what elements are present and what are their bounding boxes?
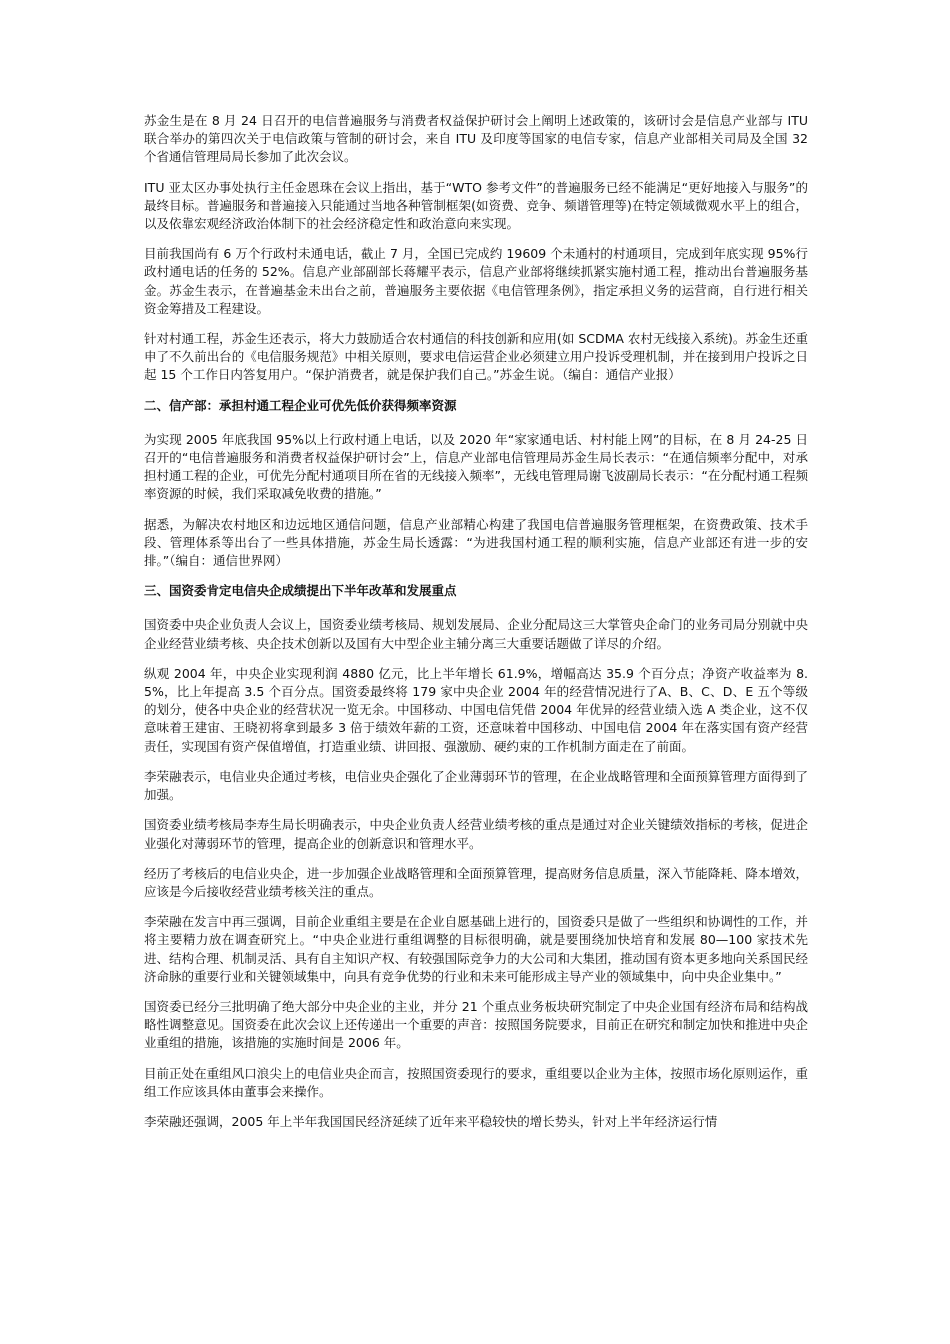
paragraph: 经历了考核后的电信业央企，进一步加强企业战略管理和全面预算管理，提高财务信息质量，深入节能降耗、降本增效，应该是今后接收经营业绩考核关注的重点。 (144, 865, 808, 899)
paragraph: 目前我国尚有 6 万个行政村未通电话，截止 7 月，全国已完成约 19609 个未通村的村通项目，完成到年底实现 95%行政村通电话的任务的 52%。信息产业部副部长蒋耀平表示，信息产业部将继续抓紧实施村通工程，推动出台普遍服务基金。苏金生表示，在普遍基金未出台之前，普遍服务主要依据《电信管理条例》，指定承担义务的运营商，自行进行相关资金筹措及工程建设。 (144, 246, 808, 316)
paragraph: 针对村通工程，苏金生还表示，将大力鼓励适合农村通信的科技创新和应用(如 SCDMA 农村无线接入系统)。苏金生还重申了不久前出台的《电信服务规范》中相关原则，要求电信运营企业必须建立用户投诉受理机制，并在接到用户投诉之日起 15 个工作日内答复用户。“保护消费者，就是保护我们自己。”苏金生说。（编自：通信产业报） (144, 331, 808, 383)
paragraph: ITU 亚太区办事处执行主任金恩珠在会议上指出，基于“WTO 参考文件”的普遍服务已经不能满足“更好地接入与服务”的最终目标。普遍服务和普遍接入只能通过当地各种管制框架(如资费、竞争、频谱管理等)在特定领域微观水平上的组合，以及依靠宏观经济政治体制下的社会经济稳定性和政治意向来实现。 (144, 179, 808, 232)
paragraph: 纵观 2004 年，中央企业实现利润 4880 亿元，比上半年增长 61.9%，增幅高达 35.9 个百分点；净资产收益率为 8.5%，比上年提高 3.5 个百分点。国资委最终将 179 家中央企业 2004 年的经营情况进行了A、B、C、D、E 五个等级的划分，使各中央企业的经营状况一览无余。中国移动、中国电信凭借 2004 年优异的经营业绩入选 A 类企业，这不仅意味着王建宙、王晓初将拿到最多 3 倍于绩效年薪的工资，还意味着中国移动、中国电信 2004 年在落实国有资产经营责任，实现国有资产保值增值，打造重业绩、讲回报、强激励、硬约束的工作机制方面走在了前面。 (144, 665, 808, 754)
section-heading: 三、国资委肯定电信央企成绩提出下半年改革和发展重点 (144, 583, 457, 599)
document-body (144, 112, 808, 1131)
paragraph: 李荣融在发言中再三强调，目前企业重组主要是在企业自愿基础上进行的，国资委只是做了一些组织和协调性的工作，并将主要精力放在调查研究上。“中央企业进行重组调整的目标很明确，就是要围绕加快培育和发展 80—100 家技术先进、结构合理、机制灵活、具有自主知识产权、有较强国际竞争力的大公司和大集团，推动国有资本更多地向关系国民经济命脉的重要行业和关键领域集中，向具有竞争优势的行业和未来可能形成主导产业的领域集中，向中央企业集中。” (144, 914, 808, 984)
section-heading: 二、信产部：承担村通工程企业可优先低价获得频率资源 (144, 397, 457, 413)
paragraph: 国资委中央企业负责人会议上，国资委业绩考核局、规划发展局、企业分配局这三大掌管央企命门的业务司局分别就中央企业经营业绩考核、央企技术创新以及国有大中型企业主辅分离三大重要话题做了详尽的介绍。 (144, 617, 808, 651)
paragraph: 目前正处在重组风口浪尖上的电信业央企而言，按照国资委现行的要求，重组要以企业为主体，按照市场化原则运作，重组工作应该具体由董事会来操作。 (144, 1065, 808, 1099)
paragraph: 国资委已经分三批明确了绝大部分中央企业的主业，并分 21 个重点业务板块研究制定了中央企业国有经济布局和结构战略性调整意见。国资委在此次会议上还传递出一个重要的声音：按照国务院要求，目前正在研究和制定加快和推进中央企业重组的措施，该措施的实施时间是 2006 年。 (144, 998, 808, 1051)
paragraph: 据悉，为解决农村地区和边远地区通信问题，信息产业部精心构建了我国电信普遍服务管理框架，在资费政策、技术手段、管理体系等出台了一些具体措施，苏金生局长透露：“为进我国村通工程的顺利实施，信息产业部还有进一步的安排。”（编自：通信世界网） (144, 516, 808, 569)
paragraph: 李荣融还强调，2005 年上半年我国国民经济延续了近年来平稳较快的增长势头，针对上半年经济运行情 (144, 1113, 718, 1129)
paragraph: 李荣融表示，电信业央企通过考核，电信业央企强化了企业薄弱环节的管理，在企业战略管理和全面预算管理方面得到了加强。 (144, 768, 808, 803)
paragraph: 苏金生是在 8 月 24 日召开的电信普遍服务与消费者权益保护研讨会上阐明上述政策的，该研讨会是信息产业部与 ITU 联合举办的第四次关于电信政策与管制的研讨会，来自 ITU 及印度等国家的电信专家，信息产业部相关司局及全国 32 个省通信管理局局长参加了此次会议。 (144, 113, 808, 165)
paragraph: 国资委业绩考核局李寿生局长明确表示，中央企业负责人经营业绩考核的重点是通过对企业关键绩效指标的考核，促进企业强化对薄弱环节的管理，提高企业的创新意识和管理水平。 (144, 817, 808, 851)
paragraph: 为实现 2005 年底我国 95%以上行政村通上电话，以及 2020 年“家家通电话、村村能上网”的目标，在 8 月 24-25 日召开的“电信普遍服务和消费者权益保护研讨会”上，信息产业部电信管理局苏金生局长表示：“在通信频率分配中，对承担村通工程的企业，可优先分配村通项目所在省的无线接入频率”，无线电管理局谢飞波副局长表示：“在分配村通工程频率资源的时候，我们采取减免收费的措施。” (144, 431, 808, 502)
